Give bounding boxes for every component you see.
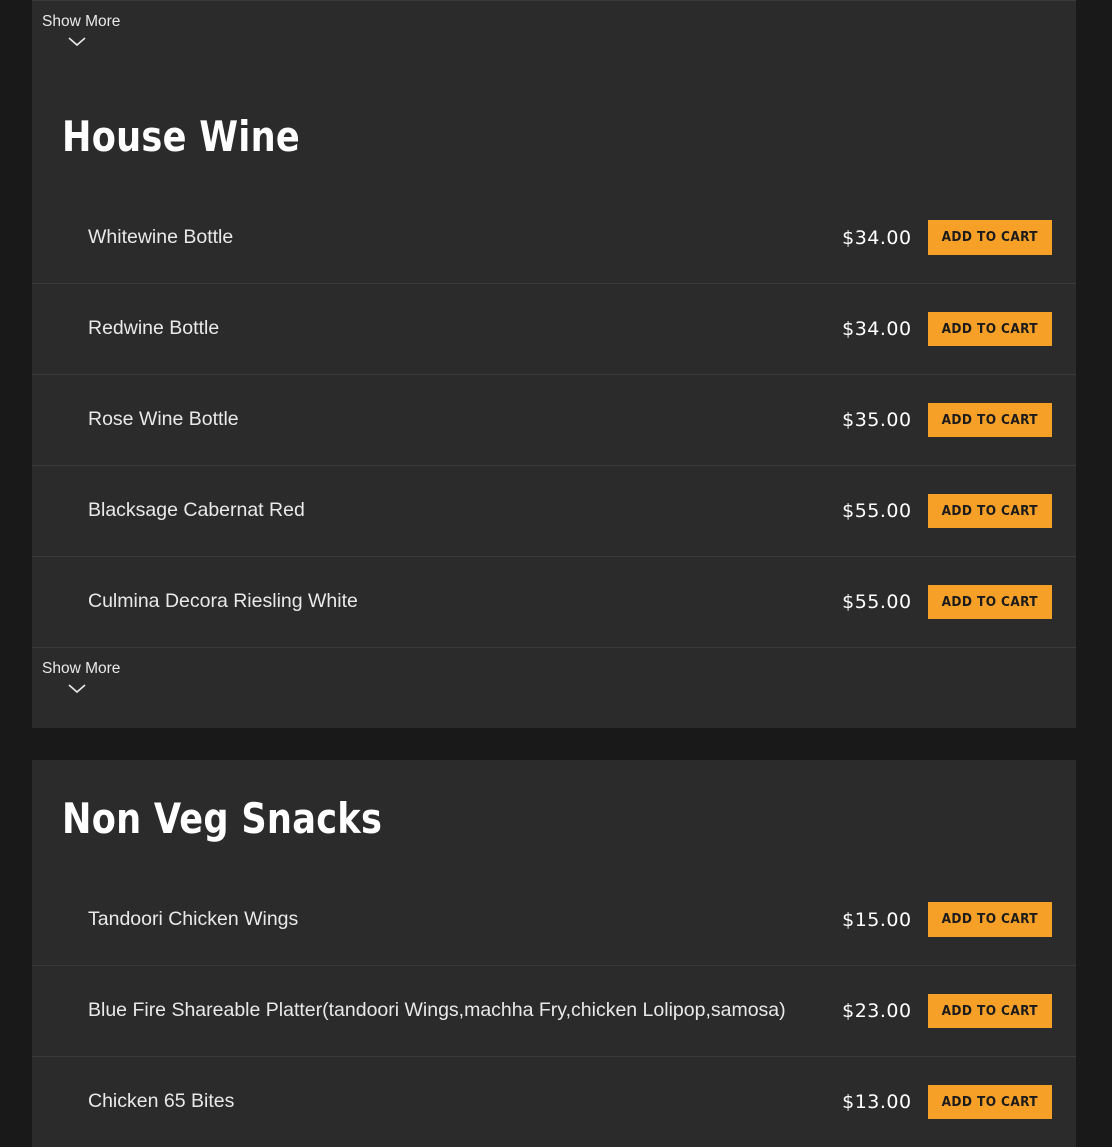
section-header <box>32 78 1076 192</box>
add-to-cart-button[interactable]: ADD TO CART <box>928 1085 1052 1120</box>
item-price: $55.00 <box>842 500 912 522</box>
menu-item-row[interactable] <box>32 283 1076 374</box>
item-name: Culmina Decora Riesling White <box>88 590 358 613</box>
menu-item-row[interactable] <box>32 192 1076 283</box>
item-list <box>32 192 1076 647</box>
menu-item-row[interactable] <box>32 374 1076 465</box>
menu-item-row[interactable] <box>32 1056 1076 1147</box>
item-name: Blue Fire Shareable Platter(tandoori Wings,machha Fry,chicken Lolipop,samosa) <box>88 999 786 1022</box>
item-price: $34.00 <box>842 226 912 249</box>
add-to-cart-button[interactable]: ADD TO CART <box>928 994 1052 1029</box>
chevron-down-icon[interactable] <box>68 37 86 47</box>
item-name: Redwine Bottle <box>88 317 220 340</box>
item-name: Tandoori Chicken Wings <box>88 907 299 930</box>
add-to-cart-button[interactable]: ADD TO CART <box>928 403 1052 438</box>
item-price: $34.00 <box>842 318 912 340</box>
item-price: $13.00 <box>842 1091 912 1113</box>
add-to-cart-button[interactable]: ADD TO CART <box>928 585 1052 620</box>
menu-item-row[interactable] <box>32 556 1076 647</box>
add-to-cart-button[interactable]: ADD TO CART <box>928 312 1052 347</box>
show-more-button-top[interactable]: Show More <box>42 13 121 30</box>
item-list <box>32 874 1076 1147</box>
item-actions <box>842 902 1052 937</box>
add-to-cart-button[interactable]: ADD TO CART <box>928 220 1052 255</box>
section-title: House Wine <box>62 112 301 161</box>
item-actions <box>842 220 1052 255</box>
item-actions <box>842 585 1052 620</box>
item-price: $23.00 <box>842 1000 912 1022</box>
chevron-down-icon[interactable] <box>68 684 86 694</box>
item-name: Rose Wine Bottle <box>88 408 239 431</box>
item-actions <box>842 994 1052 1029</box>
menu-item-row[interactable] <box>32 465 1076 556</box>
item-actions <box>842 312 1052 347</box>
item-actions <box>842 403 1052 438</box>
section-header <box>32 760 1076 874</box>
previous-section-footer <box>32 0 1076 78</box>
item-price: $35.00 <box>842 409 912 431</box>
section-title: Non Veg Snacks <box>62 794 383 843</box>
item-actions <box>842 1085 1052 1120</box>
add-to-cart-button[interactable]: ADD TO CART <box>928 494 1052 529</box>
item-name: Whitewine Bottle <box>88 225 234 248</box>
menu-item-row[interactable] <box>32 874 1076 965</box>
menu-item-row[interactable] <box>32 965 1076 1056</box>
section-non-veg-snacks <box>32 760 1076 1147</box>
show-more-button[interactable]: Show More <box>42 660 121 677</box>
show-more-bar <box>32 647 1076 728</box>
section-house-wine <box>32 78 1076 728</box>
item-price: $15.00 <box>842 908 912 931</box>
item-name: Chicken 65 Bites <box>88 1090 235 1113</box>
add-to-cart-button[interactable]: ADD TO CART <box>928 902 1052 937</box>
item-price: $55.00 <box>842 591 912 613</box>
item-actions <box>842 494 1052 529</box>
item-name: Blacksage Cabernat Red <box>88 499 305 522</box>
